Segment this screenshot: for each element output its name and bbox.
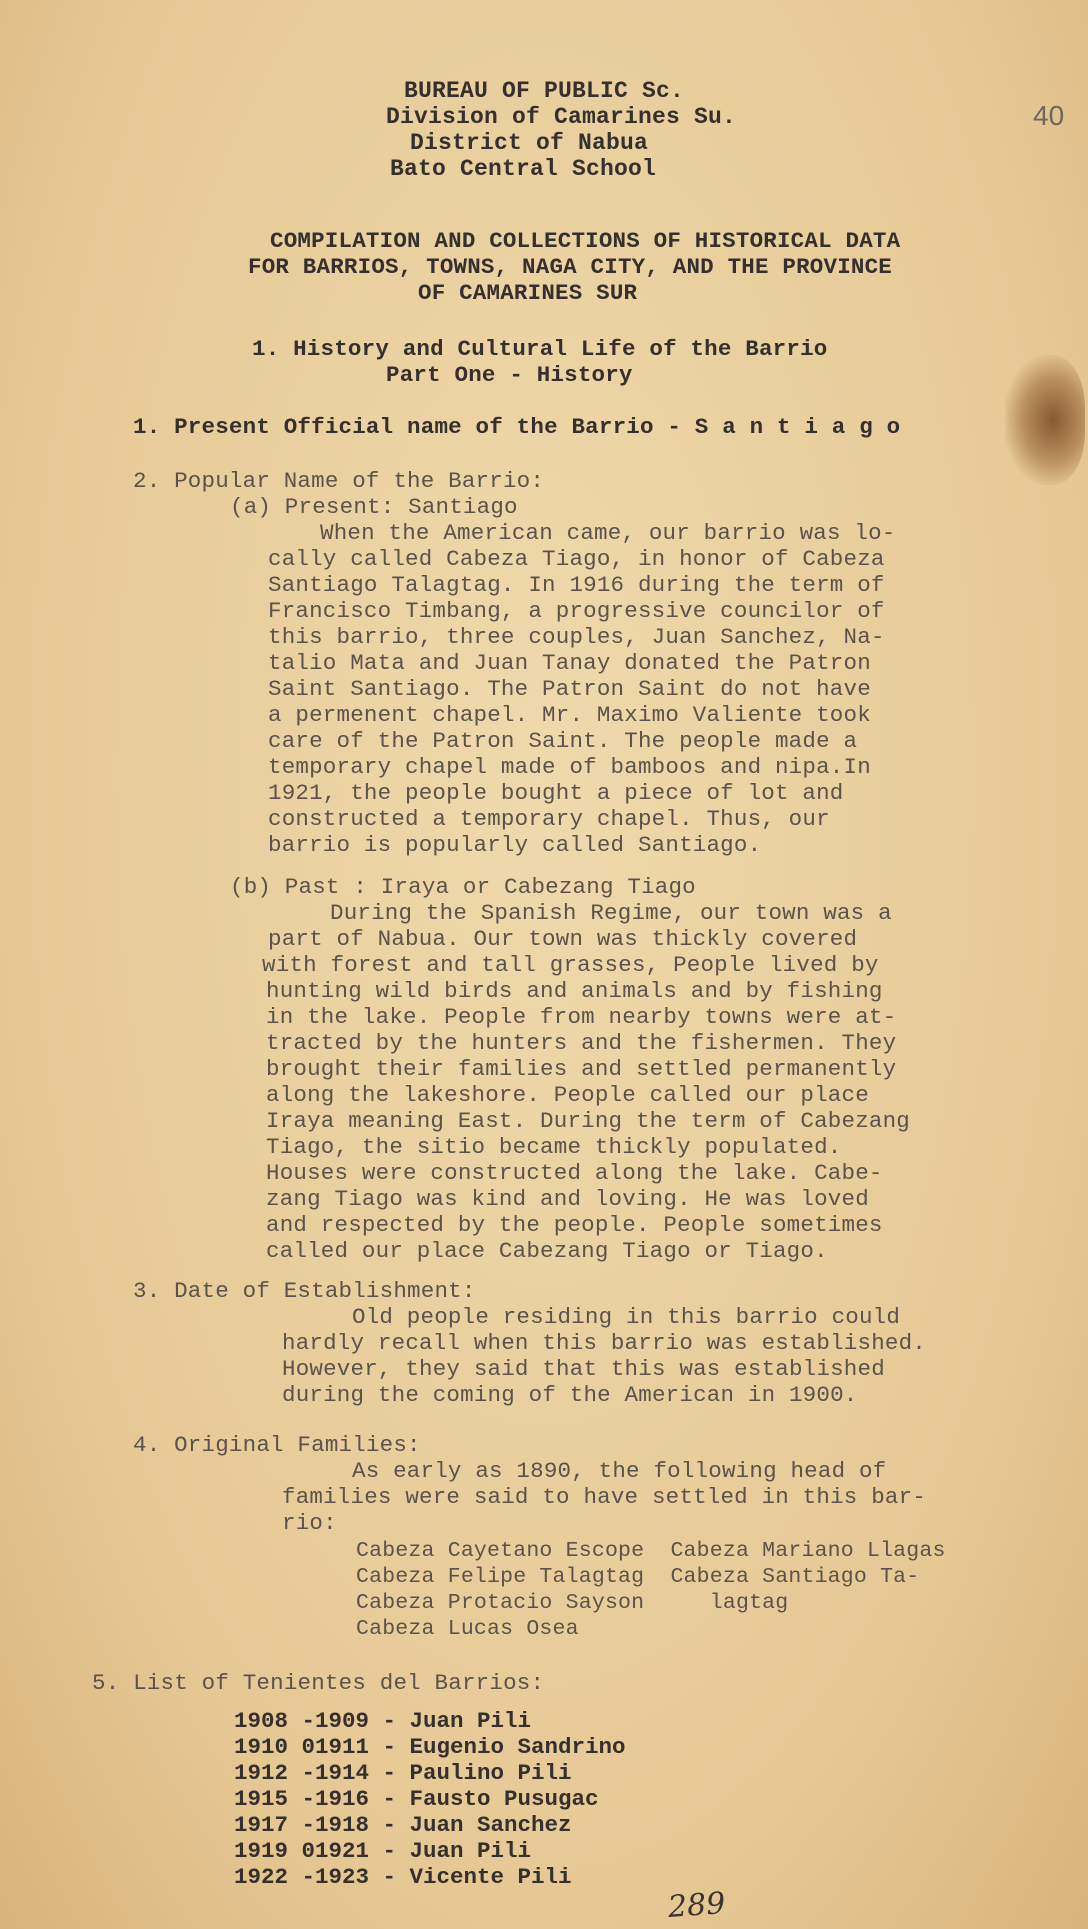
item2a-line: this barrio, three couples, Juan Sanchez, Na- (268, 624, 885, 650)
item2b-line: During the Spanish Regime, our town was a (330, 900, 892, 926)
teniente-row: 1915 -1916 - Fausto Pusugac (234, 1786, 599, 1812)
item2b-line: and respected by the people. People sometimes (266, 1212, 883, 1238)
item5-heading: 5. List of Tenientes del Barrios: (92, 1670, 545, 1696)
family-row: Cabeza Felipe Talagtag Cabeza Santiago Ta- (356, 1565, 920, 1589)
header-line-4: Bato Central School (390, 156, 657, 182)
item4-line: families were said to have settled in this bar- (282, 1484, 927, 1510)
item3-line: However, they said that this was established (282, 1356, 885, 1382)
item2b-line: with forest and tall grasses, People lived by (262, 952, 879, 978)
item2b-label: (b) Past : Iraya or Cabezang Tiago (230, 874, 696, 900)
item2b-line: Iraya meaning East. During the term of Cabezang (266, 1108, 911, 1134)
teniente-row: 1922 -1923 - Vicente Pili (234, 1864, 572, 1890)
item2a-label: (a) Present: Santiago (230, 494, 518, 520)
item2a-line: talio Mata and Juan Tanay donated the Patron (268, 650, 871, 676)
item2a-line: cally called Cabeza Tiago, in honor of Cabeza (268, 546, 885, 572)
teniente-row: 1919 01921 - Juan Pili (234, 1838, 532, 1864)
item2b-line: zang Tiago was kind and loving. He was loved (266, 1186, 869, 1212)
item2b-line: Tiago, the sitio became thickly populated. (266, 1134, 842, 1160)
item2b-line: along the lakeshore. People called our place (266, 1082, 869, 1108)
item2a-line: constructed a temporary chapel. Thus, our (268, 806, 830, 832)
item2b-line: part of Nabua. Our town was thickly covered (268, 926, 858, 952)
item2a-line: 1921, the people bought a piece of lot and (268, 780, 844, 806)
item2a-line: a permenent chapel. Mr. Maximo Valiente took (268, 702, 871, 728)
item3-line: hardly recall when this barrio was established. (282, 1330, 927, 1356)
subtitle-line-2: Part One - History (386, 362, 633, 388)
teniente-row: 1908 -1909 - Juan Pili (234, 1708, 532, 1734)
item2b-line: called our place Cabezang Tiago or Tiago. (266, 1238, 828, 1264)
item2b-line: hunting wild birds and animals and by fishing (266, 978, 883, 1004)
item2a-line: barrio is popularly called Santiago. (268, 832, 762, 858)
item2b-line: tracted by the hunters and the fishermen. They (266, 1030, 897, 1056)
item2b-line: in the lake. People from nearby towns were at- (266, 1004, 897, 1030)
teniente-row: 1910 01911 - Eugenio Sandrino (234, 1734, 626, 1760)
title-line-3: OF CAMARINES SUR (418, 280, 638, 306)
header-line-3: District of Nabua (410, 130, 649, 156)
header-line-2: Division of Camarines Su. (386, 104, 737, 130)
item3-line: during the coming of the American in 1900. (282, 1382, 858, 1408)
item2a-line: care of the Patron Saint. The people made a (268, 728, 858, 754)
teniente-row: 1917 -1918 - Juan Sanchez (234, 1812, 572, 1838)
item2-heading: 2. Popular Name of the Barrio: (133, 468, 545, 494)
teniente-row: 1912 -1914 - Paulino Pili (234, 1760, 572, 1786)
item3-heading: 3. Date of Establishment: (133, 1278, 476, 1304)
subtitle-line-1: 1. History and Cultural Life of the Barrio (252, 336, 828, 362)
item3-line: Old people residing in this barrio could (352, 1304, 901, 1330)
family-row: Cabeza Cayetano Escope Cabeza Mariano Llagas (356, 1539, 946, 1563)
item2b-line: Houses were constructed along the lake. Cabe- (266, 1160, 883, 1186)
item2a-line: When the American came, our barrio was lo- (320, 520, 896, 546)
item4-heading: 4. Original Families: (133, 1432, 421, 1458)
paper-stain (1005, 355, 1085, 485)
item2a-line: temporary chapel made of bamboos and nipa.In (268, 754, 871, 780)
family-row: Cabeza Protacio Sayson lagtag (356, 1591, 789, 1615)
title-line-2: FOR BARRIOS, TOWNS, NAGA CITY, AND THE PROVINCE (248, 254, 893, 280)
item2b-line: brought their families and settled permanently (266, 1056, 897, 1082)
page-number: 40 (1033, 100, 1065, 131)
family-row: Cabeza Lucas Osea (356, 1617, 579, 1641)
item4-line: rio: (282, 1510, 337, 1536)
item2a-line: Santiago Talagtag. In 1916 during the term of (268, 572, 885, 598)
item4-line: As early as 1890, the following head of (352, 1458, 887, 1484)
title-line-1: COMPILATION AND COLLECTIONS OF HISTORICAL DATA (270, 228, 901, 254)
item2a-line: Francisco Timbang, a progressive councilor of (268, 598, 885, 624)
handwritten-number: 289 (666, 1886, 727, 1925)
item2a-line: Saint Santiago. The Patron Saint do not have (268, 676, 871, 702)
header-line-1: BUREAU OF PUBLIC Sc. (404, 78, 685, 104)
item1-official-name: 1. Present Official name of the Barrio - S a n t i a g o (133, 414, 901, 440)
